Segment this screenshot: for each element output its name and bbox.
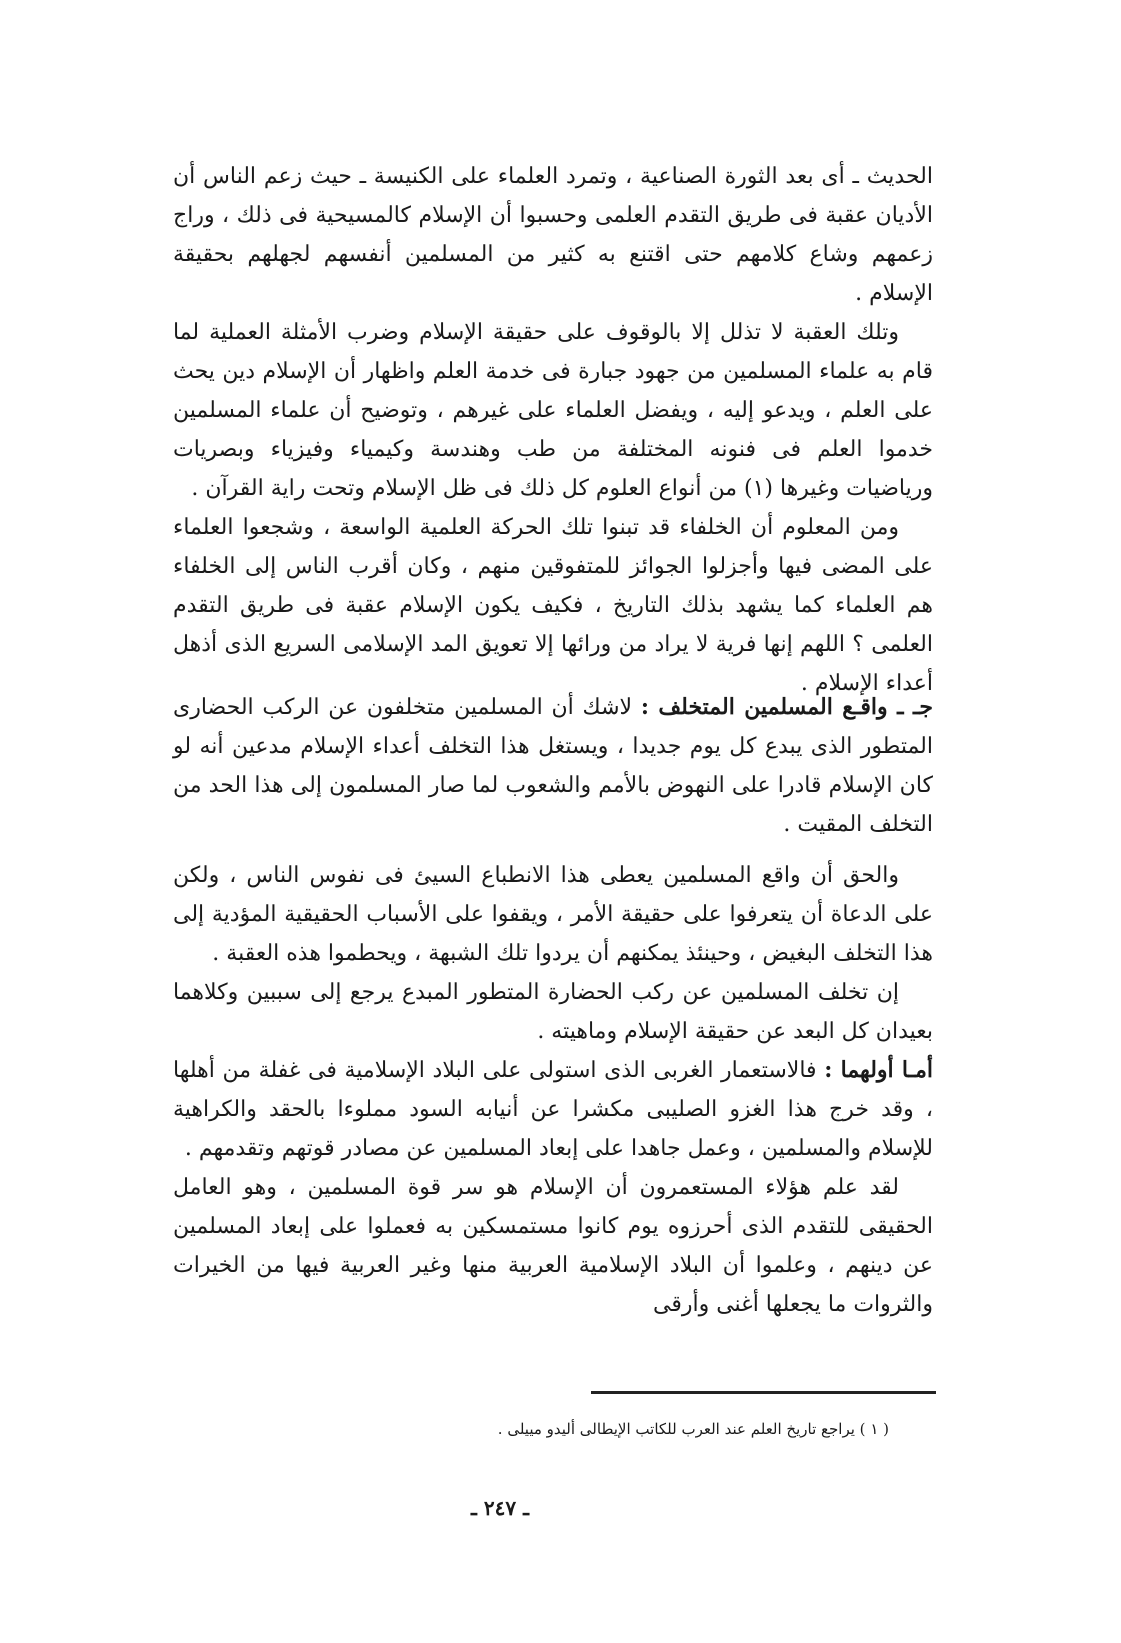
paragraph-3: ومن المعلوم أن الخلفاء قد تبنوا تلك الحركة العلمية الواسعة ، وشجعوا العلماء على المضى فيها وأجزلوا الجوائز للمتفوقين منهم ، وكان أقرب الناس إلى الخلفاء هم العلماء كما يشهد بذلك التاريخ ، فكيف يكون الإسلام عقبة فى طريق التقدم العلمى ؟ اللهم إنها فرية لا يراد من ورائها إلا تعويق المد الإسلامى السريع الذى أذهل أعداء الإسلام . [173,515,933,696]
paragraph-7-body: فالاستعمار الغربى الذى استولى على البلاد الإسلامية فى غفلة من أهلها ، وقد خرج هذا الغزو الصليبى مكشرا عن أنيابه السود مملوءا بالحقد والكراهية للإسلام والمسلمين ، وعمل جاهدا على إبعاد المسلمين عن مصادر قوتهم وتقدمهم . [173,1058,933,1161]
continuation-text [173,856,933,1324]
paragraph-4-body: لاشك أن المسلمين متخلفون عن الركب الحضارى المتطور الذى يبدع كل يوم جديدا ، ويستغل هذا التخلف أعداء الإسلام مدعين أنه لو كان الإسلام قادرا على النهوض بالأمم والشعوب لما صار المسلمون إلى هذا الحد من التخلف المقيت . [173,695,933,837]
paragraph-8: لقد علم هؤلاء المستعمرون أن الإسلام هو سر قوة المسلمين ، وهو العامل الحقيقى للتقدم الذى أحرزوه يوم كانوا مستمسكين به فعملوا على إبعاد المسلمين عن دينهم ، وعلموا أن البلاد الإسلامية العربية منها وغير العربية فيها من الخيرات والثروات ما يجعلها أغنى وأرقى [173,1175,933,1317]
paragraph-2: وتلك العقبة لا تذلل إلا بالوقوف على حقيقة الإسلام وضرب الأمثلة العملية لما قام به علماء المسلمين من جهود جبارة فى خدمة العلم واظهار أن الإسلام دين يحث على العلم ، ويدعو إليه ، ويفضل العلماء على غيرهم ، وتوضيح أن علماء المسلمين خدموا العلم فى فنونه المختلفة من طب وهندسة وكيمياء وفيزياء وبصريات ورياضيات وغيرها (١) من أنواع العلوم كل ذلك فى ظل الإسلام وتحت راية القرآن . [173,320,933,501]
paragraph-7 [173,1051,933,1168]
page-number: ـ ٢٤٧ ـ [471,1496,529,1520]
paragraph-1: الحديث ـ أى بعد الثورة الصناعية ، وتمرد العلماء على الكنيسة ـ حيث زعم الناس أن الأديان عقبة فى طريق التقدم العلمى وحسبوا أن الإسلام كالمسيحية فى ذلك ، وراج زعمهم وشاع كلامهم حتى اقتنع به كثير من المسلمين أنفسهم لجهلهم بحقيقة الإسلام . [173,164,933,306]
paragraph-6: إن تخلف المسلمين عن ركب الحضارة المتطور المبدع يرجع إلى سببين وكلاهما بعيدان كل البعد عن حقيقة الإسلام وماهيته . [173,980,933,1044]
footnote: ( ١ ) يراجع تاريخ العلم عند العرب للكاتب الإيطالى أليدو مييلى . [497,1420,889,1438]
first-reason-heading: أمـا أولهما : [824,1057,933,1083]
paragraph-5: والحق أن واقع المسلمين يعطى هذا الانطباع السيئ فى نفوس الناس ، ولكن على الدعاة أن يتعرفوا على حقيقة الأمر ، ويقفوا على الأسباب الحقيقية المؤدية إلى هذا التخلف البغيض ، وحينئذ يمكنهم أن يردوا تلك الشبهة ، ويحطموا هذه العقبة . [173,863,933,966]
main-text [173,157,933,703]
paragraph-4 [173,688,933,844]
section-heading-c: جـ ـ واقـع المسلمين المتخلف : [640,694,934,720]
footnote-divider [591,1391,936,1394]
section-c-text [173,688,933,844]
